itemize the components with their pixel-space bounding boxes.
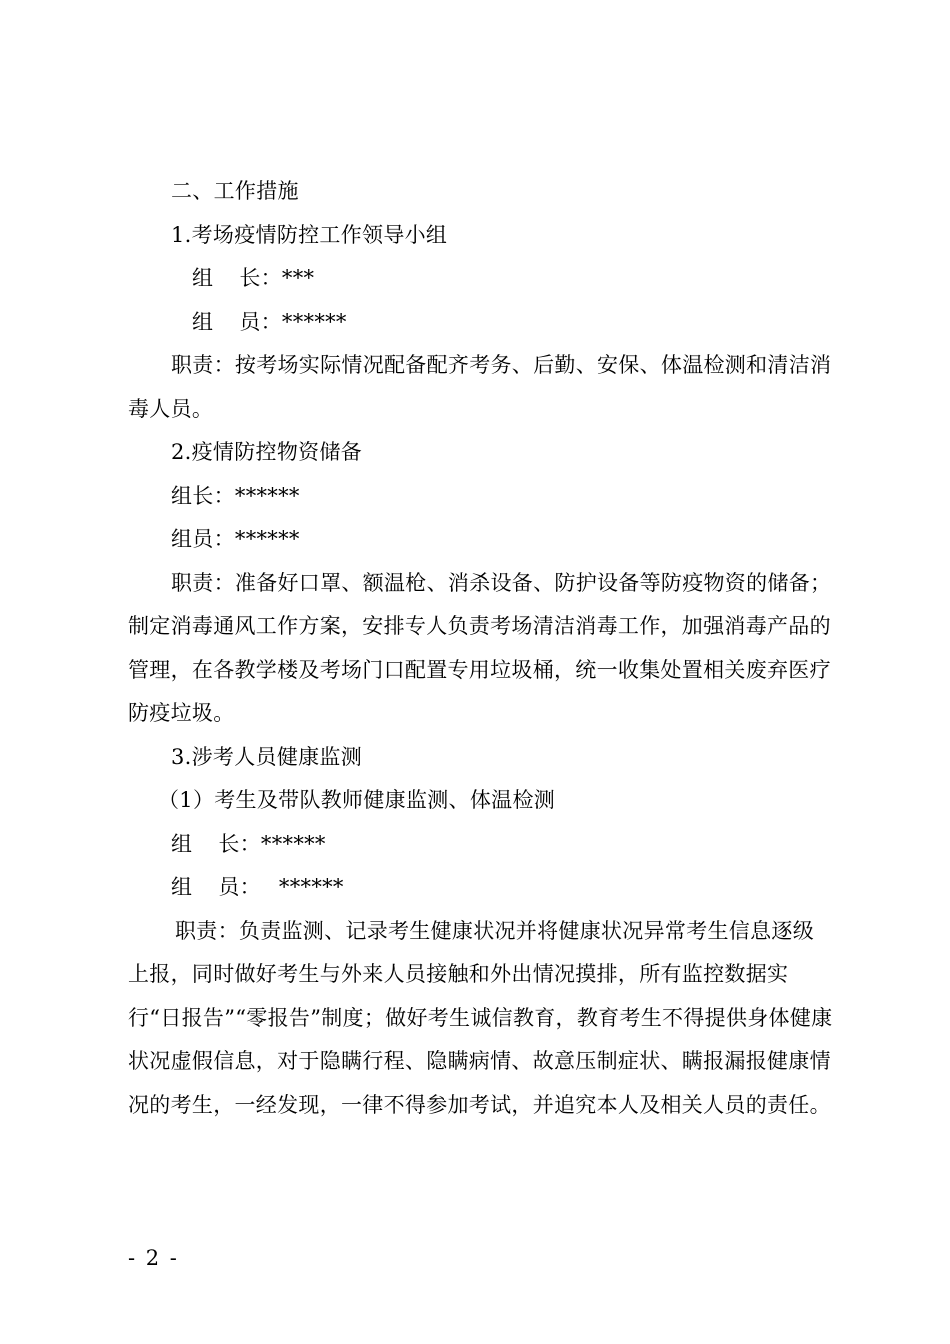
- item2-title: 2.疫情防控物资储备: [171, 440, 363, 464]
- item3-member-label-a: 组: [171, 875, 193, 899]
- item1-member-line: [128, 301, 833, 345]
- document-body: [128, 170, 833, 1127]
- item1-leader-value: ***: [281, 266, 315, 290]
- item3-sub1-title: （1）考生及带队教师健康监测、体温检测: [158, 788, 556, 812]
- item1-title: 1.考场疫情防控工作领导小组: [171, 222, 448, 247]
- item3-title: 3.涉考人员健康监测: [171, 744, 363, 769]
- item3-leader-label-a: 组: [171, 831, 193, 856]
- item3-duty: 职责：负责监测、记录考生健康状况并将健康状况异常考生信息逐级上报，同时做好考生与外来人员接触和外出情况摸排，所有监控数据实行“日报告”“零报告”制度；做好考生诚信教育，教育考生不得提供身体健康状况虚假信息，对于隐瞒行程、隐瞒病情、故意压制症状、瞒报漏报健康情况的考生，一经发现，一律不得参加考试，并追究本人及相关人员的责任。: [128, 918, 833, 1117]
- item1-member-value: ******: [281, 309, 347, 334]
- item1-leader-label-b: 长：: [239, 266, 282, 290]
- item1-duty: 职责：按考场实际情况配备配齐考务、后勤、安保、体温检测和清洁消毒人员。: [128, 353, 832, 421]
- item3-leader-line: [128, 823, 833, 867]
- item3-leader-label-b: 长：: [218, 831, 261, 856]
- item3-member-value: ******: [278, 875, 344, 899]
- item1-leader-label-a: 组: [192, 266, 214, 290]
- item2-duty: 职责：准备好口罩、额温枪、消杀设备、防护设备等防疫物资的储备；制定消毒通风工作方案，安排专人负责考场清洁消毒工作，加强消毒产品的管理，在各教学楼及考场门口配置专用垃圾桶，统一收集处置相关废弃医疗防疫垃圾。: [128, 570, 832, 725]
- item2-leader: 组长：******: [171, 483, 300, 508]
- item2-member: 组员：******: [171, 527, 300, 551]
- section-heading: 二、工作措施: [171, 179, 299, 203]
- item1-leader-line: [128, 257, 833, 301]
- item1-member-label-b: 员：: [239, 309, 282, 334]
- item1-member-label-a: 组: [192, 309, 214, 334]
- item3-leader-value: ******: [260, 831, 326, 856]
- item3-member-label-b: 员：: [218, 875, 261, 899]
- page-number: - 2 -: [128, 1246, 179, 1270]
- item3-member-line: [128, 866, 833, 910]
